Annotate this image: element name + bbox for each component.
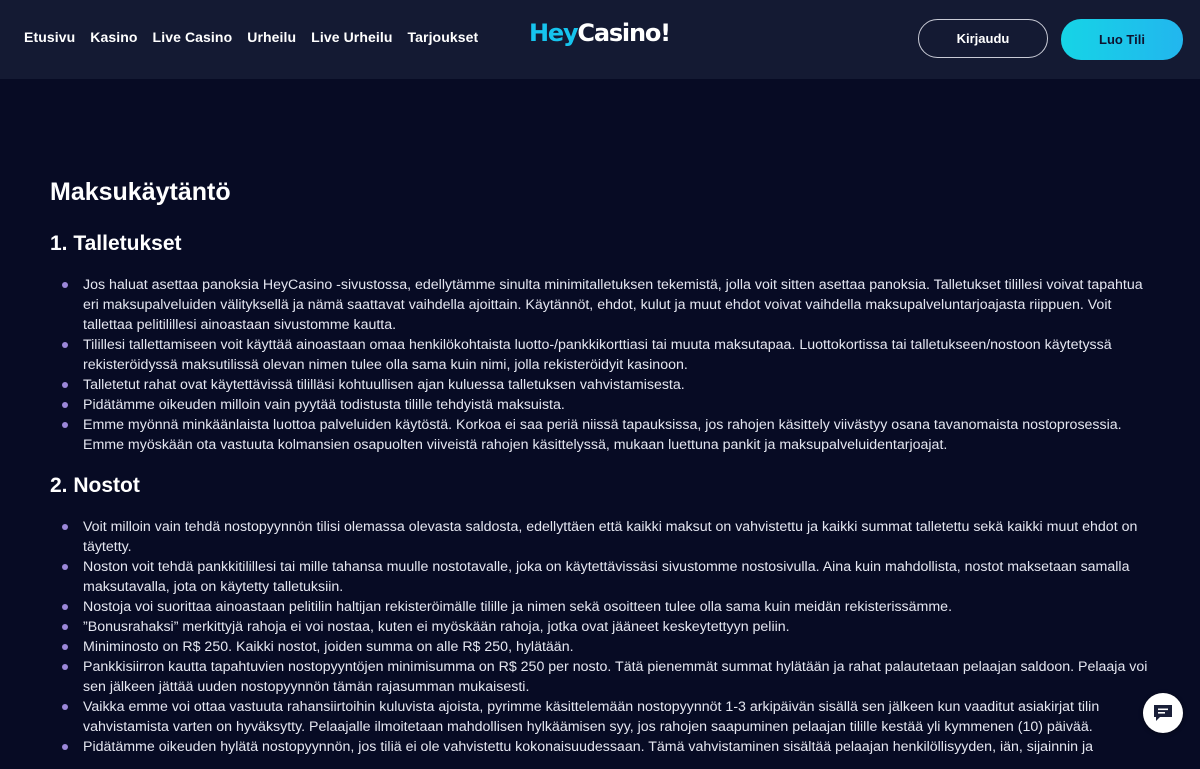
logo-hey: Hey xyxy=(529,19,578,47)
nav-item-live-casino[interactable]: Live Casino xyxy=(152,29,233,45)
list-item: Nostoja voi suorittaa ainoastaan pelitilin haltijan rekisteröimälle tilille ja nimen sekä osoitteen tulee olla sama kuin meidän rekisterissämme. xyxy=(50,597,1150,617)
nav-item-etusivu[interactable]: Etusivu xyxy=(24,29,76,45)
register-button[interactable]: Luo Tili xyxy=(1061,19,1183,60)
nav-item-tarjoukset[interactable]: Tarjoukset xyxy=(407,29,479,45)
payment-policy-content xyxy=(50,172,1150,769)
nav-item-live-urheilu[interactable]: Live Urheilu xyxy=(311,29,393,45)
nav-item-urheilu[interactable]: Urheilu xyxy=(247,29,297,45)
page-title: Maksukäytäntö xyxy=(50,178,231,206)
list-item: Tilillesi tallettamiseen voit käyttää ainoastaan omaa henkilökohtaista luotto-/pankkikorttiasi tai muuta maksutapaa. Luottokortissa tai talletukseen/nostoon käytetyssä rekisteröidyssä maksutilissä olevan nimen tulee olla sama kuin nimi, jolla rekisteröidyit kasinoon. xyxy=(50,335,1150,375)
site-logo[interactable] xyxy=(529,19,670,47)
list-item: Vaikka emme voi ottaa vastuuta rahansiirtoihin kuluvista ajoista, pyrimme käsittelemään nostopyynnöt 1-3 arkipäivän sisällä sen jälkeen kun vaaditut asiakirjat tilin vahvistamista varten on hyväksytty. Pelaajalle ilmoitetaan mahdollisen hylkäämisen syy, jos rahojen saapuminen pelaajan tilille kestää yli kymmenen (10) päivää. xyxy=(50,697,1150,737)
logo-casino: Casino! xyxy=(577,19,670,47)
list-item: Talletetut rahat ovat käytettävissä tililläsi kohtuullisen ajan kuluessa talletuksen vahvistamisesta. xyxy=(50,375,1150,395)
site-header xyxy=(0,0,1200,79)
nav-item-kasino[interactable]: Kasino xyxy=(90,29,138,45)
login-button[interactable]: Kirjaudu xyxy=(918,19,1048,58)
list-item: ”Bonusrahaksi” merkittyjä rahoja ei voi nostaa, kuten ei myöskään rahoja, jotka ovat jääneet keskeytettyyn peliin. xyxy=(50,617,1150,637)
section-heading-deposits: 1. Talletukset xyxy=(50,232,182,255)
list-item: Pidätämme oikeuden hylätä nostopyynnön, jos tiliä ei ole vahvistettu kokonaisuudessaan. Tämä vahvistaminen sisältää pelaajan henkilöllisyyden, iän, sijainnin ja xyxy=(50,737,1150,757)
withdrawals-list xyxy=(50,517,1150,757)
chat-bubble-icon xyxy=(1152,703,1174,723)
deposits-list xyxy=(50,275,1150,455)
list-item: Jos haluat asettaa panoksia HeyCasino -sivustossa, edellytämme sinulta minimitalletuksen tekemistä, jolla voit sitten asettaa panoksia. Talletukset tilillesi voivat tapahtua eri maksupalveluiden välityksellä ja nämä saattavat vaihdella ajoittain. Käytännöt, ehdot, kulut ja muut ehdot voivat vaihdella maksupalveluntarjoajasta riippuen. Voit tallettaa pelitilillesi ainoastaan sivustomme kautta. xyxy=(50,275,1150,335)
list-item: Noston voit tehdä pankkitilillesi tai mille tahansa muulle nostotavalle, joka on käytettävissäsi sivustomme nostosivulla. Aina kuin mahdollista, nostot maksetaan samalla maksutavalla, jota on käytetty talletuksiin. xyxy=(50,557,1150,597)
list-item: Emme myönnä minkäänlaista luottoa palveluiden käytöstä. Korkoa ei saa periä niissä tapauksissa, jos rahojen käsittely viivästyy osana tavanomaista nostoprosessia. Emme myöskään ota vastuuta kolmansien osapuolten viiveistä rahojen käsittelyssä, mukaan luettuna pankit ja maksupalveluidentarjoajat. xyxy=(50,415,1150,455)
main-nav xyxy=(24,29,478,45)
chat-button[interactable] xyxy=(1143,693,1183,733)
list-item: Pidätämme oikeuden milloin vain pyytää todistusta tilille tehdyistä maksuista. xyxy=(50,395,1150,415)
list-item: Miniminosto on R$ 250. Kaikki nostot, joiden summa on alle R$ 250, hylätään. xyxy=(50,637,1150,657)
list-item: Pankkisiirron kautta tapahtuvien nostopyyntöjen minimisumma on R$ 250 per nosto. Tätä pienemmät summat hylätään ja rahat palautetaan pelaajan saldoon. Pelaaja voi sen jälkeen jättää uuden nostopyynnön tämän rajasumman mukaisesti. xyxy=(50,657,1150,697)
list-item: Voit milloin vain tehdä nostopyynnön tilisi olemassa olevasta saldosta, edellyttäen että kaikki maksut on vahvistettu ja kaikki summat talletettu sekä kaikki muut ehdot on täytetty. xyxy=(50,517,1150,557)
section-heading-withdrawals: 2. Nostot xyxy=(50,474,140,497)
